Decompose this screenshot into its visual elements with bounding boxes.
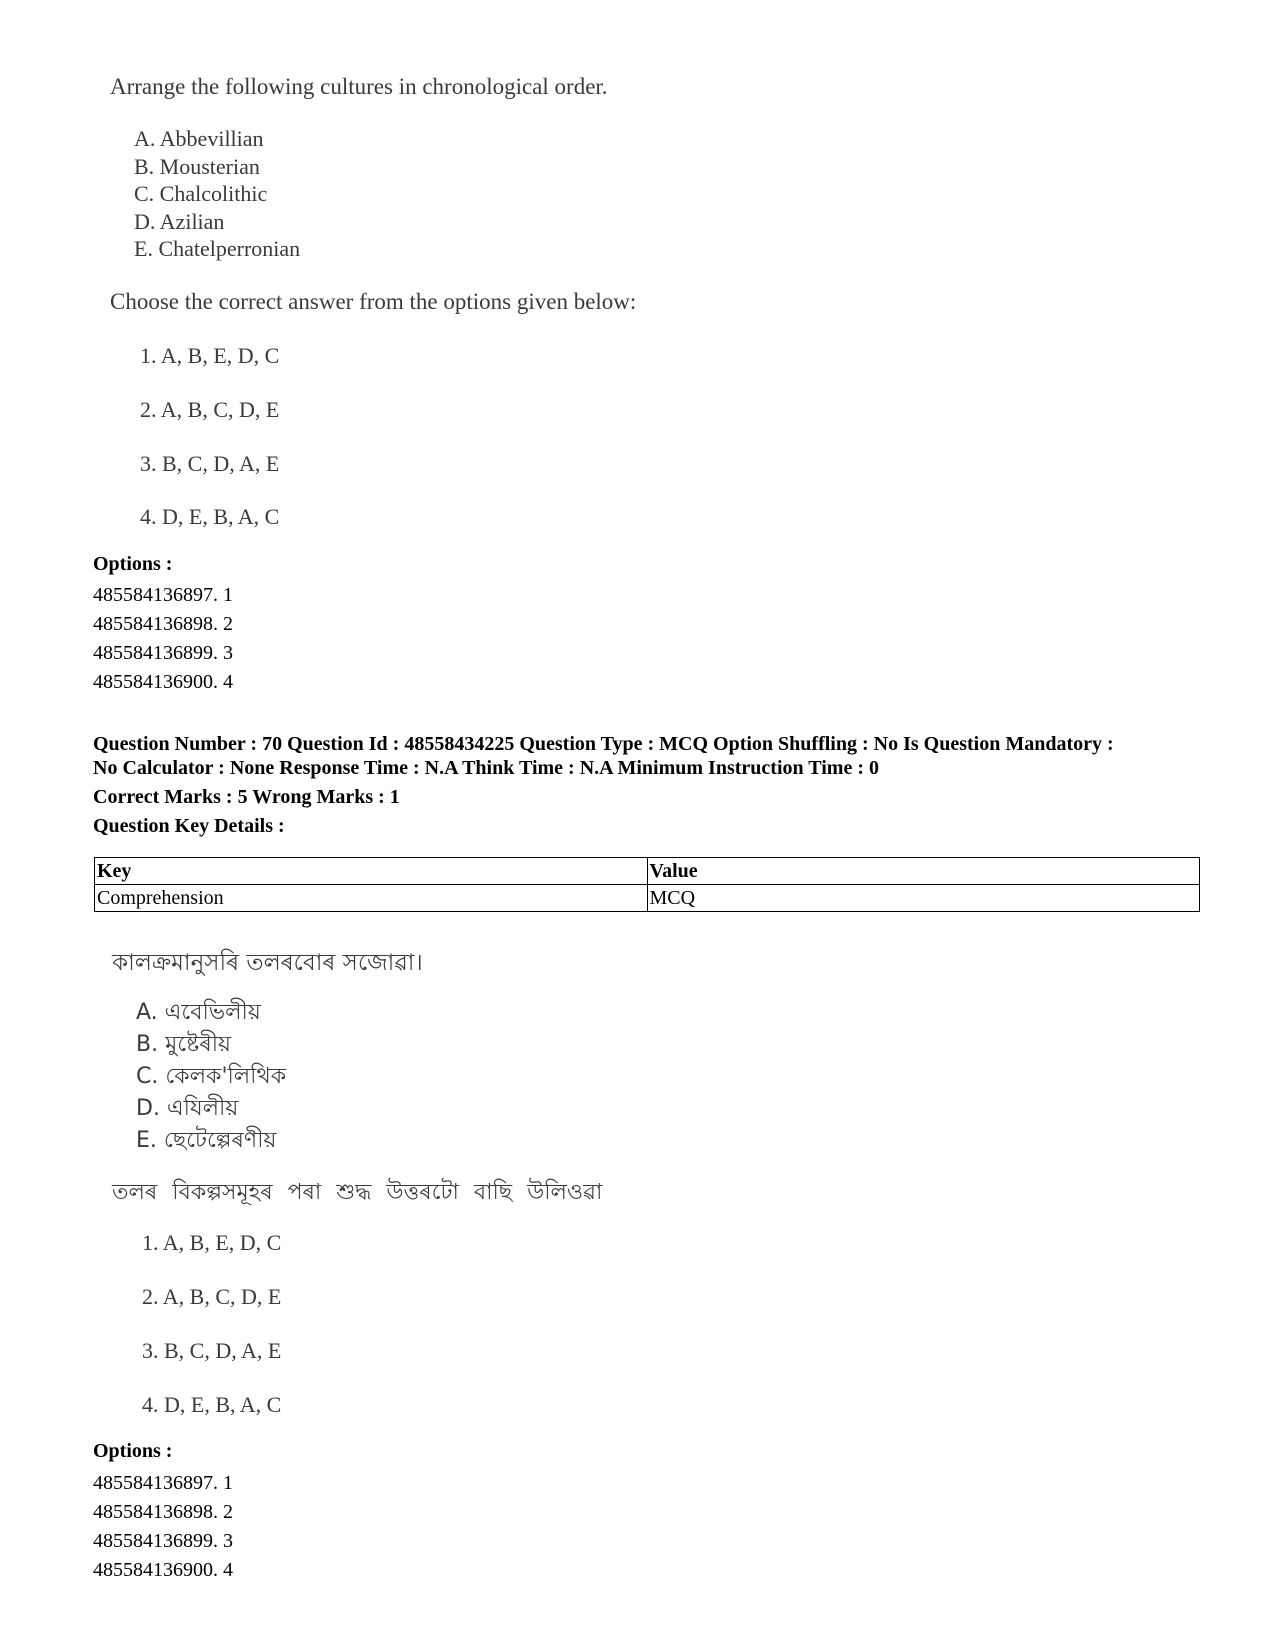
- question-meta-line2: No Calculator : None Response Time : N.A Think Time : N.A Minimum Instruction Time : 0: [93, 757, 879, 779]
- option-line: 485584136900. 4: [93, 671, 233, 693]
- list-item: D. Azilian: [134, 209, 225, 234]
- table-header-key: Key: [95, 858, 648, 885]
- answer-choice: 1. A, B, E, D, C: [140, 343, 280, 368]
- option-line: 485584136897. 1: [93, 584, 233, 606]
- answer-choice: 3. B, C, D, A, E: [142, 1338, 282, 1363]
- options-heading: Options :: [93, 1440, 173, 1462]
- table-row: [95, 885, 1200, 912]
- table-header-row: [95, 858, 1200, 885]
- list-item: B. Mousterian: [134, 154, 260, 179]
- answer-choice: 4. D, E, B, A, C: [140, 504, 280, 529]
- list-item: A. এবেভিলীয়: [136, 1000, 261, 1025]
- answer-choice: 2. A, B, C, D, E: [140, 397, 280, 422]
- key-details-heading: Question Key Details :: [93, 815, 285, 837]
- option-line: 485584136899. 3: [93, 642, 233, 664]
- list-item: C. কেলক'লিথিক: [136, 1064, 287, 1089]
- list-item: A. Abbevillian: [134, 126, 264, 151]
- list-item: D. এযিলীয়: [136, 1096, 239, 1121]
- option-line: 485584136899. 3: [93, 1530, 233, 1552]
- option-line: 485584136900. 4: [93, 1559, 233, 1581]
- key-table: [94, 857, 1200, 912]
- answer-choice: 1. A, B, E, D, C: [142, 1230, 282, 1255]
- answer-choice: 4. D, E, B, A, C: [142, 1392, 282, 1417]
- table-header-value: Value: [647, 858, 1200, 885]
- question-prompt-assamese: কালক্ৰমানুসৰি তলৰবোৰ সজোৱা।: [112, 950, 423, 976]
- list-item: C. Chalcolithic: [134, 181, 268, 206]
- list-item: B. মুষ্টেৰীয়: [136, 1032, 231, 1057]
- option-line: 485584136898. 2: [93, 613, 233, 635]
- table-cell: MCQ: [647, 885, 1200, 912]
- answer-choice: 3. B, C, D, A, E: [140, 451, 280, 476]
- options-heading: Options :: [93, 553, 173, 575]
- option-line: 485584136897. 1: [93, 1472, 233, 1494]
- table-cell: Comprehension: [95, 885, 648, 912]
- answer-choice: 2. A, B, C, D, E: [142, 1284, 282, 1309]
- choose-instruction-assamese: তলৰ বিকল্পসমূহৰ পৰা শুদ্ধ উত্তৰটো বাছি উলিওৱা: [112, 1180, 603, 1205]
- option-line: 485584136898. 2: [93, 1501, 233, 1523]
- question-meta-line1: Question Number : 70 Question Id : 48558434225 Question Type : MCQ Option Shuffling : No Is Question Mandatory :: [93, 733, 1114, 755]
- choose-instruction: Choose the correct answer from the options given below:: [110, 289, 637, 314]
- list-item: E. Chatelperronian: [134, 236, 301, 261]
- question-prompt: Arrange the following cultures in chronological order.: [110, 74, 608, 99]
- list-item: E. ছেটেল্পেৰণীয়: [136, 1128, 277, 1153]
- marks-line: Correct Marks : 5 Wrong Marks : 1: [93, 786, 400, 808]
